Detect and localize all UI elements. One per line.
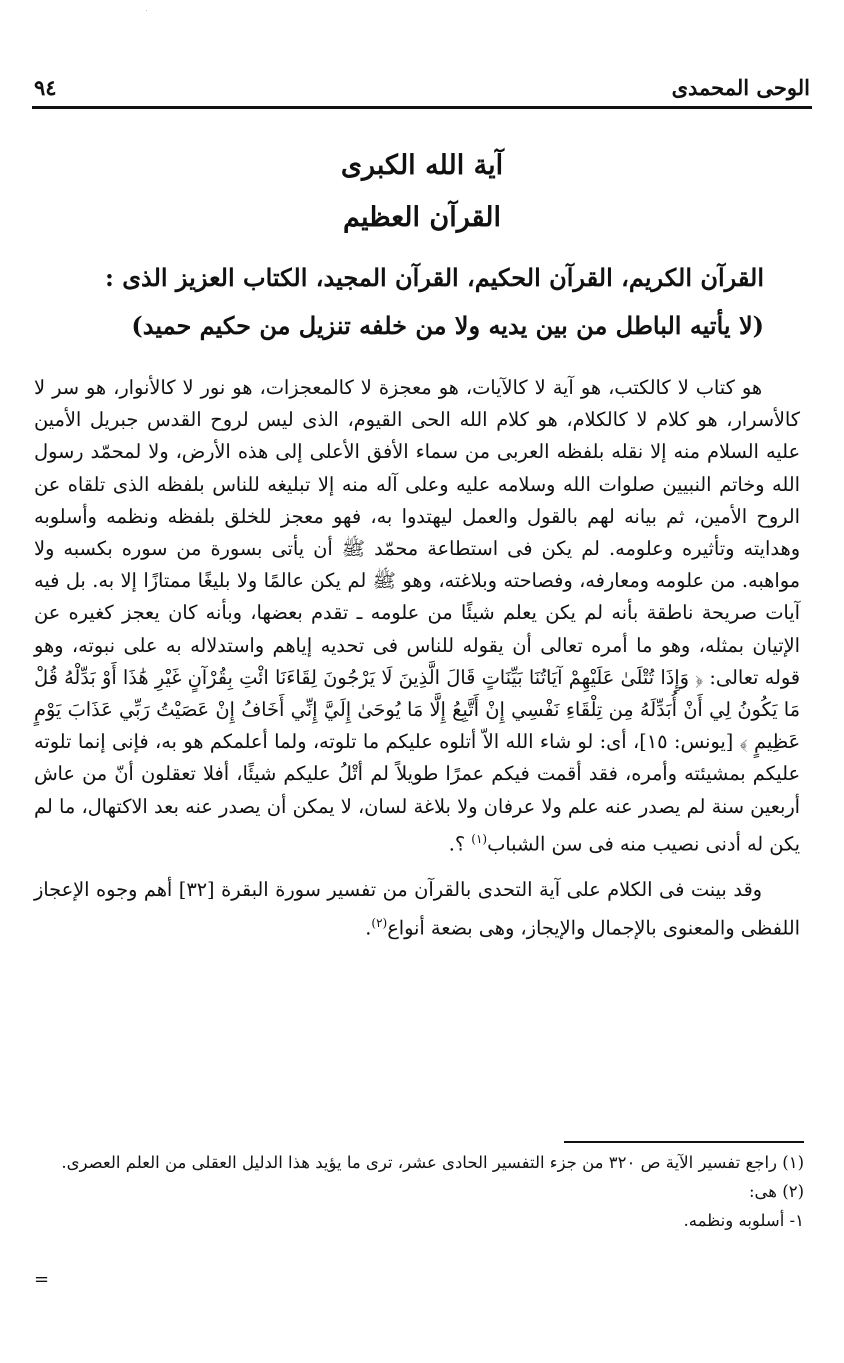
continuation-mark: =: [34, 1269, 50, 1290]
page-number: ٩٤: [34, 74, 57, 100]
footnote-2-item-1: ١- أسلوبه ونظمه.: [683, 1211, 804, 1230]
intro-line-2: (لا يأتيه الباطل من بين يديه ولا من خلفه تنزيل من حكيم حميد): [131, 311, 764, 340]
body-text: [34, 372, 800, 944]
paragraph-2-end: .: [365, 916, 372, 940]
footnote-rule: [564, 1141, 804, 1143]
page-header: [34, 70, 810, 104]
footnote-1: (١) راجع تفسير الآية ص ٣٢٠ من جزء التفسير الحادى عشر، ترى ما يؤيد هذا الدليل العقلى من العلم العصرى.: [61, 1153, 804, 1172]
footnote-2: (٢) هى:: [748, 1182, 804, 1201]
chapter-titles: [34, 140, 810, 244]
paragraph-1-end: ؟.: [448, 832, 472, 856]
chapter-title: آية الله الكبرى: [340, 150, 504, 181]
footnotes: [34, 1148, 804, 1235]
paragraph-1: [34, 372, 800, 860]
chapter-subtitle: القرآن العظيم: [342, 202, 502, 233]
paragraph-2: [34, 874, 800, 944]
running-title: الوحى المحمدى: [671, 74, 810, 100]
intro-line-1: القرآن الكريم، القرآن الحكيم، القرآن المجيد، الكتاب العزيز الذى :: [105, 263, 764, 292]
paragraph-2-text: وقد بينت فى الكلام على آية التحدى بالقرآن من تفسير سورة البقرة [٣٢] أهم وجوه الإعجاز اللفظى والمعنوى بالإجمال والإيجاز، وهى بضعة أنواع: [34, 878, 800, 940]
header-rule: [32, 106, 812, 109]
footnote-ref-1: (١): [471, 831, 488, 846]
footnote-ref-2: (٢): [371, 915, 388, 930]
intro-block: [40, 254, 764, 350]
paragraph-1-text: هو كتاب لا كالكتب، هو آية لا كالآيات، هو معجزة لا كالمعجزات، هو نور لا كالأنوار، هو سر لا كالأسرار، هو كلام لا كالكلام، هو كلام الله الحى القيوم، الذى ليس لروح القدس جبريل الأمين عليه السلام منه إلا نقله بلفظه العربى من سماء الأفق الأعلى إلى هذه الأرض، ولا لمحمّد رسول الله وخاتم النبيين صلوات الله وسلامه عليه وعلى آله منه إلا تبليغه للناس بلفظه الذى تلقاه عن الروح الأمين، ثم بيانه لهم بالقول والعمل ليهتدوا به، فهو معجز للخلق بلفظه ونظمه وأسلوبه وهدايته وتأثيره وعلومه. لم يكن فى استطاعة محمّد ﷺ أن يأتى بسورة من سوره بكسبه ولا مواهبه. من علومه ومعارفه، وفصاحته وبلاغته، وهو ﷺ لم يكن عالمًا ولا بليغًا ممتازًا إلا به. بل فيه آيات صريحة ناطقة بأنه لم يكن يعلم شيئًا من علومه ـ تقدم بعضها، وبأنه كان يعجز كغيره عن الإتيان بمثله، وهو ما أمره تعالى أن يقوله للناس فى تحديه إياهم واستدلاله به على نبوته، وهو قوله تعالى: ﴿ وَإِذَا تُتْلَىٰ عَلَيْهِمْ آيَاتُنَا بَيِّنَاتٍ قَالَ الَّذِينَ لَا يَرْجُونَ لِقَاءَنَا ائْتِ بِقُرْآنٍ غَيْرِ هَٰذَا أَوْ بَدِّلْهُ قُلْ مَا يَكُونُ لِي أَنْ أُبَدِّلَهُ مِن تِلْقَاءِ نَفْسِي إِنْ أَتَّبِعُ إِلَّا مَا يُوحَىٰ إِلَيَّ إِنِّي أَخَافُ إِنْ عَصَيْتُ رَبِّي عَذَابَ يَوْمٍ عَظِيمٍ ﴾ [يونس: ١٥]، أى: لو شاء الله الاّ أتلوه عليكم ما تلوته، ولما أعلمكم هو به، فإنى إنما تلوته عليكم بمشيئته وأمره، فقد أقمت فيكم عمرًا طويلاً لم أتْلُ عليكم شيئًا، أفلا تعقلون أنّ من عاش أربعين سنة لم يصدر عنه علم ولا عرفان ولا بلاغة لسان، لا يمكن أن يصدر عنه بعد الاكتهال، ما لم يكن له أدنى نصيب منه فى سن الشباب: [34, 376, 800, 856]
scan-speck: [146, 10, 147, 11]
